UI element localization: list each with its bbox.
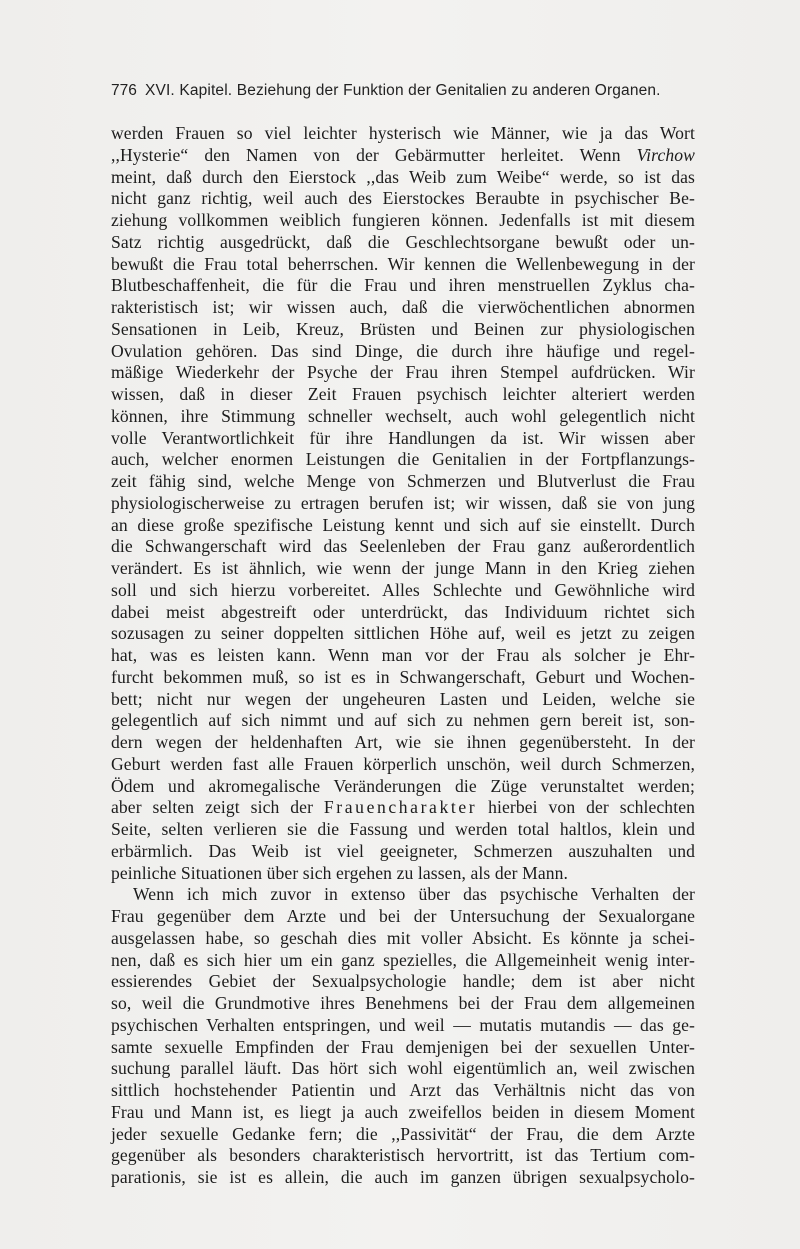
text-line: essierendes Gebiet der Sexualpsychologie handle; dem ist aber nicht <box>111 971 695 992</box>
text-segment: hierbei von der schlechten <box>488 797 696 818</box>
text-line: volle Verantwortlichkeit für ihre Handlungen da ist. Wir wissen aber <box>111 427 695 448</box>
spaced-emphasis: Frauencharakter <box>323 797 478 818</box>
text-line: samte sexuelle Empfinden der Frau demjenigen bei der sexuellen Unter- <box>111 1036 695 1057</box>
text-line: furcht bekommen muß, so ist es in Schwangerschaft, Geburt und Wochen- <box>111 666 695 687</box>
text-line: nicht ganz richtig, weil auch des Eierstockes Beraubte in psychischer Be- <box>111 188 695 209</box>
text-line: gegenüber als besonders charakteristisch hervortritt, ist das Tertium com- <box>111 1145 695 1166</box>
text-line: parationis, sie ist es allein, die auch im ganzen übrigen sexualpsycholo- <box>111 1167 695 1187</box>
text-line: sozusagen zu seiner doppelten sittlichen Höhe auf, weil es jetzt zu zeigen <box>111 623 695 644</box>
text-line: Seite, selten verlieren sie die Fassung und werden total haltlos, klein und <box>111 819 695 839</box>
text-line: jeder sexuelle Gedanke fern; die ,,Passivität“ der Frau, die dem Arzte <box>111 1123 695 1144</box>
text-line: Geburt werden fast alle Frauen körperlich unschön, weil durch Schmerzen, <box>111 753 695 774</box>
text-line: können, ihre Stimmung schneller wechselt, auch wohl gelegentlich nicht <box>111 405 695 426</box>
text-segment: ,,Hysterie“ den Namen von der Gebärmutter herleitet. Wenn <box>111 144 621 165</box>
text-line: mäßige Wiederkehr der Psyche der Frau ihren Stempel aufdrücken. Wir <box>111 362 695 383</box>
text-line: ziehung vollkommen weiblich fungieren können. Jedenfalls ist mit diesem <box>111 210 695 230</box>
text-line: werden Frauen so viel leichter hysterisch wie Männer, wie ja das Wort <box>111 123 695 143</box>
text-line: erbärmlich. Das Weib ist viel geeigneter, Schmerzen auszuhalten und <box>111 840 695 861</box>
text-line: bewußt die Frau total beherrschen. Wir kennen die Wellenbewegung in der <box>111 253 695 274</box>
text-line: auch, welcher enormen Leistungen die Genitalien in der Fortpflanzungs- <box>111 449 695 470</box>
text-line: an diese große spezifische Leistung kennt und sich auf sie einstellt. Durch <box>111 514 695 535</box>
text-line: psychischen Verhalten entspringen, und weil — mutatis mutandis — das ge- <box>111 1014 695 1035</box>
text-line: bett; nicht nur wegen der ungeheuren Lasten und Leiden, welche sie <box>111 688 695 709</box>
body-text <box>111 123 695 1189</box>
text-line <box>111 797 695 819</box>
text-line: peinliche Situationen über sich ergehen zu lassen, als der Mann. <box>111 862 569 883</box>
text-line: Sensationen in Leib, Kreuz, Brüsten und Beinen zur physiologischen <box>111 318 695 339</box>
text-line: Ovulation gehören. Das sind Dinge, die durch ihre häufige und regel- <box>111 340 695 361</box>
text-line: nen, daß es sich hier um ein ganz spezielles, die Allgemeinheit wenig inter- <box>111 949 695 970</box>
text-line: Blutbeschaffenheit, die für die Frau und ihren menstruellen Zyklus cha- <box>111 275 695 296</box>
text-line: zeit fähig sind, welche Menge von Schmerzen und Blutverlust die Frau <box>111 471 695 491</box>
text-line: physiologischerweise zu ertragen berufen ist; wir wissen, daß sie von jung <box>111 492 695 513</box>
running-header <box>111 79 701 103</box>
emphasized-name: Virchow <box>636 144 696 165</box>
page-number: 776 <box>111 82 137 99</box>
text-line: verändert. Es ist ähnlich, wie wenn der junge Mann in den Krieg ziehen <box>111 558 695 578</box>
text-line: Wenn ich mich zuvor in extenso über das psychische Verhalten der <box>133 884 695 905</box>
text-line: dern wegen der heldenhaften Art, wie sie ihnen gegenübersteht. In der <box>111 732 695 752</box>
text-line: gelegentlich auf sich nimmt und auf sich zu nehmen gern bereit ist, son- <box>111 710 695 731</box>
text-line: Ödem und akromegalische Veränderungen die Züge verunstaltet werden; <box>111 775 695 796</box>
text-line: so, weil die Grundmotive ihres Benehmens bei der Frau dem allgemeinen <box>111 993 695 1013</box>
text-line: Frau gegenüber dem Arzte und bei der Untersuchung der Sexualorgane <box>111 906 695 926</box>
text-line: hat, was es leisten kann. Wenn man vor der Frau als solcher je Ehr- <box>111 645 695 665</box>
text-line: sittlich hochstehender Patientin und Arzt das Verhältnis nicht das von <box>111 1080 695 1100</box>
text-line: dabei meist abgestreift oder unterdrückt, das Individuum richtet sich <box>111 601 695 622</box>
text-line: suchung parallel läuft. Das hört sich wohl eigentümlich an, weil zwischen <box>111 1058 695 1079</box>
text-line: die Schwangerschaft wird das Seelenleben der Frau ganz außerordentlich <box>111 536 695 557</box>
text-line: ausgelassen habe, so geschah dies mit voller Absicht. Es könnte ja schei- <box>111 927 695 948</box>
text-line <box>111 145 695 167</box>
text-line: soll und sich hierzu vorbereitet. Alles Schlechte und Gewöhnliche wird <box>111 579 695 600</box>
text-line: Satz richtig ausgedrückt, daß die Geschlechtsorgane bewußt oder un- <box>111 231 695 252</box>
text-line: wissen, daß in dieser Zeit Frauen psychisch leichter alteriert werden <box>111 384 695 404</box>
text-segment: aber selten zeigt sich der <box>111 797 314 818</box>
text-line: Frau und Mann ist, es liegt ja auch zweifellos beiden in diesem Moment <box>111 1101 695 1122</box>
text-line: rakteristisch ist; wir wissen auch, daß die vierwöchentlichen abnormen <box>111 297 695 317</box>
text-line: meint, daß durch den Eierstock ,,das Weib zum Weibe“ werde, so ist das <box>111 166 695 187</box>
running-title: XVI. Kapitel. Beziehung der Funktion der Genitalien zu anderen Organen. <box>145 82 661 99</box>
